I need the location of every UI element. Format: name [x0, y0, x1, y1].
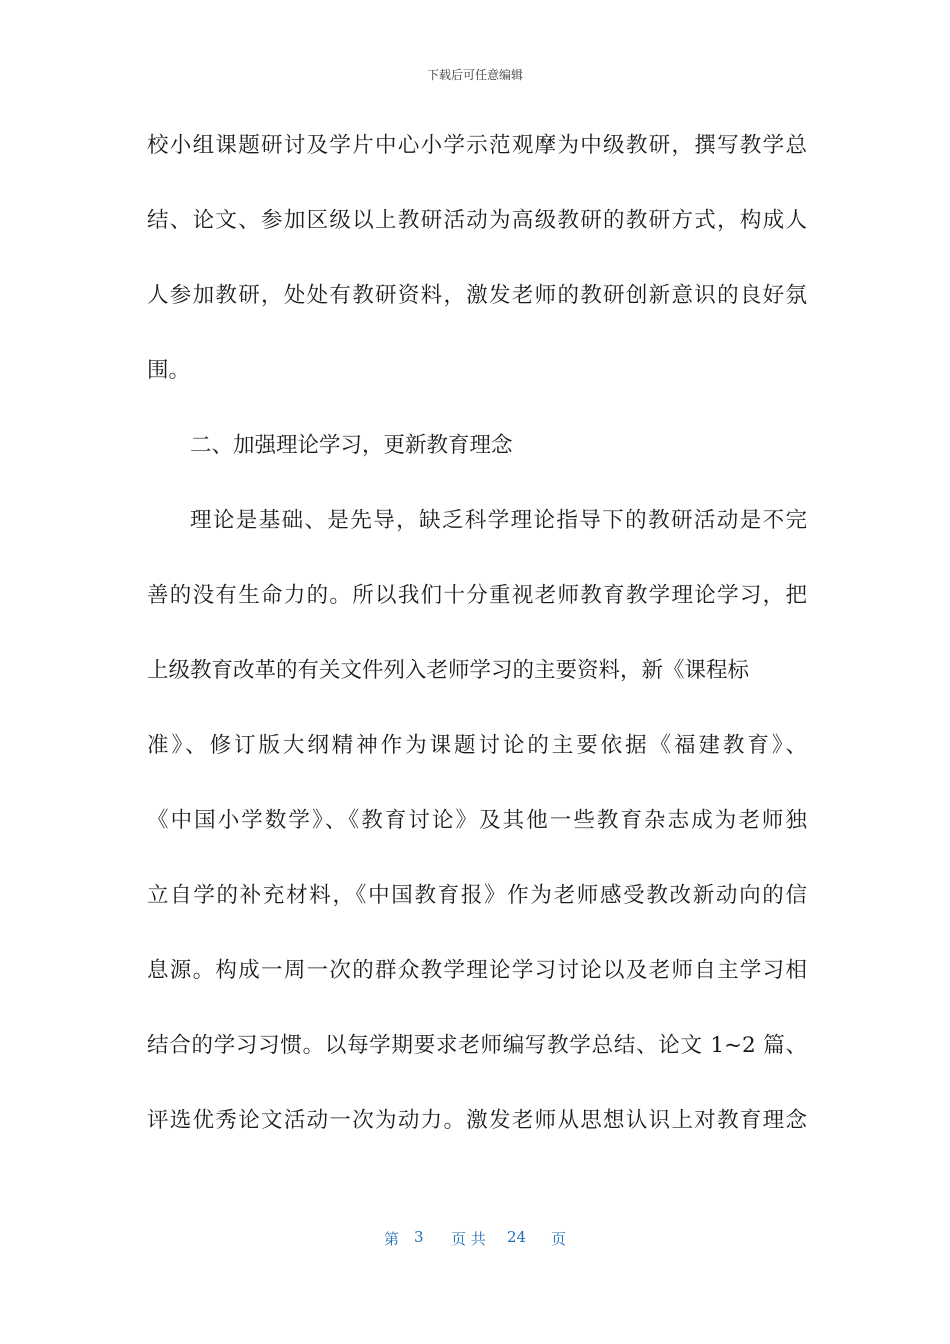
- footer-total-pages: 24: [507, 1228, 527, 1246]
- paragraph-line: 理论是基础、是先导，缺乏科学理论指导下的教研活动是不完: [190, 508, 807, 533]
- paragraph-line: 善的没有生命力的。所以我们十分重视老师教育教学理论学习，把: [147, 583, 807, 608]
- footer-page-number: 3: [414, 1228, 424, 1246]
- paragraph-line: 息源。构成一周一次的群众教学理论学习讨论以及老师自主学习相: [147, 958, 807, 983]
- paragraph-line: 校小组课题研讨及学片中心小学示范观摩为中级教研，撰写教学总: [147, 133, 807, 158]
- footer-label-ye-gong: 页 共: [451, 1230, 486, 1248]
- paragraph-line: 上级教育改革的有关文件列入老师学习的主要资料，新《课程标: [147, 658, 750, 683]
- paragraph-line: 评选优秀论文活动一次为动力。激发老师从思想认识上对教育理念: [147, 1108, 807, 1133]
- paragraph-line: 结合的学习习惯。以每学期要求老师编写教学总结、论文 1~2 篇、: [147, 1033, 807, 1058]
- footer-label-ye: 页: [551, 1230, 567, 1248]
- paragraph-line: 围。: [147, 358, 191, 383]
- paragraph-line: 结、论文、参加区级以上教研活动为高级教研的教研方式，构成人: [147, 208, 807, 233]
- paragraph-line: 立自学的补充材料，《中国教育报》作为老师感受教改新动向的信: [147, 883, 807, 908]
- document-body: [147, 126, 807, 1176]
- paragraph-line: 《中国小学数学》、《教育讨论》及其他一些教育杂志成为老师独: [147, 808, 807, 833]
- paragraph-line: 准》、修订版大纲精神作为课题讨论的主要依据《福建教育》、: [147, 733, 807, 758]
- section-heading: 二、加强理论学习，更新教育理念: [190, 433, 513, 458]
- page-header: 下载后可任意编辑: [426, 68, 523, 82]
- paragraph-line: 人参加教研，处处有教研资料，激发老师的教研创新意识的良好氛: [147, 283, 807, 308]
- footer-label-di: 第: [384, 1230, 400, 1248]
